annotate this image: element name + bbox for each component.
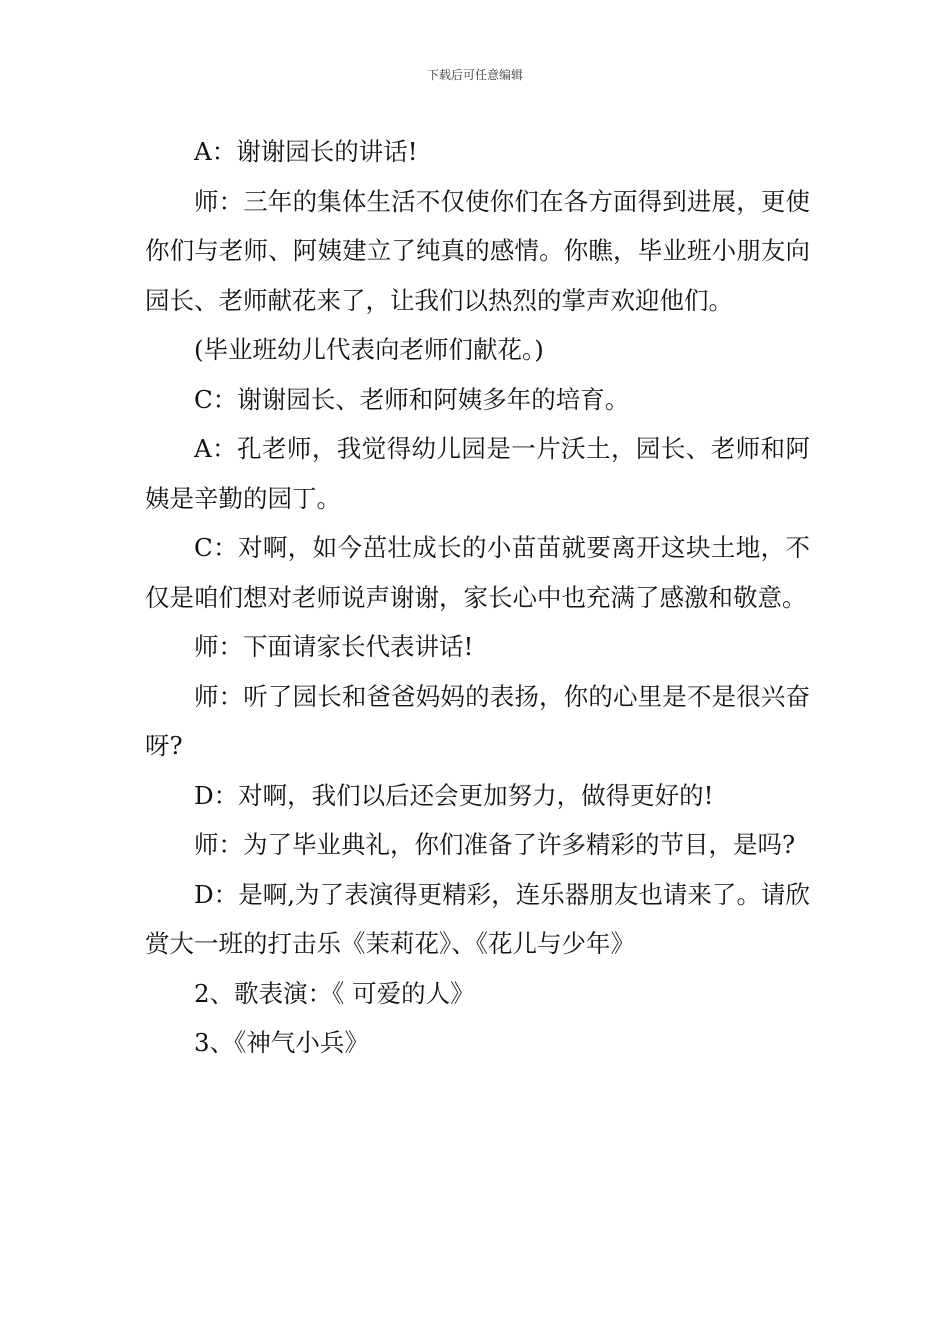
paragraph: D：对啊，我们以后还会更加努力，做得更好的! — [194, 780, 714, 810]
paragraph: 师：听了园长和爸爸妈妈的表扬，你的心里是不是很兴奋呀? — [145, 681, 810, 760]
paragraph: (毕业班幼儿代表向老师们献花。) — [194, 335, 544, 364]
page-header-note: 下载后可任意编辑 — [426, 68, 523, 82]
paragraph: 师：三年的集体生活不仅使你们在各方面得到进展，更使你们与老师、阿姨建立了纯真的感情。你瞧，毕业班小朋友向园长、老师献花来了，让我们以热烈的掌声欢迎他们。 — [145, 186, 810, 315]
paragraph: D：是啊,为了表演得更精彩，连乐器朋友也请来了。请欣赏大一班的打击乐《茉莉花》、《花儿与少年》 — [145, 879, 810, 958]
paragraph: C：对啊，如今茁壮成长的小苗苗就要离开这块土地，不仅是咱们想对老师说声谢谢，家长心中也充满了感激和敬意。 — [145, 533, 810, 612]
paragraph: A：孔老师，我觉得幼儿园是一片沃土，园长、老师和阿姨是辛勤的园丁。 — [145, 434, 810, 513]
paragraph: 师：为了毕业典礼，你们准备了许多精彩的节目，是吗? — [194, 830, 796, 859]
paragraph: C：谢谢园长、老师和阿姨多年的培育。 — [194, 384, 630, 414]
paragraph: 师：下面请家长代表讲话! — [194, 632, 474, 661]
document-body — [145, 127, 810, 1068]
paragraph: 3、《神气小兵》 — [194, 1028, 369, 1057]
paragraph: 2、歌表演：《 可爱的人》 — [194, 978, 475, 1008]
paragraph: A：谢谢园长的讲话! — [194, 137, 418, 166]
